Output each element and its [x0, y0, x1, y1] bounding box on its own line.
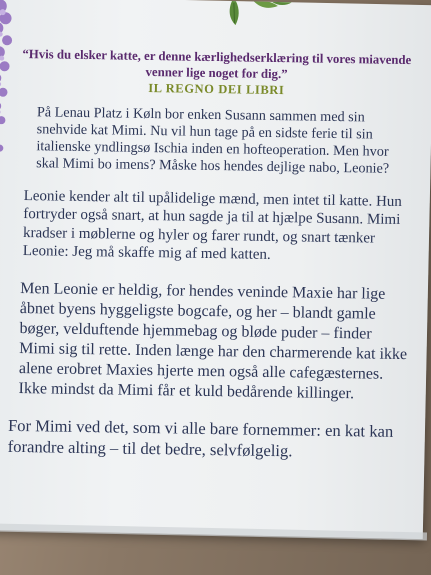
quote-source: IL REGNO DEI LIBRI — [148, 80, 285, 98]
leaf-icon — [193, 0, 314, 33]
review-quote: “Hvis du elsker katte, er denne kærlighedserklæring til vores miavende venner lige noget for dig.” — [22, 47, 412, 82]
blurb-paragraph-3: Men Leonie er heldig, for hendes veninde Maxie har lige åbnet byens hyggeligste bogcafe, og her – blandt gamle bøger, velduftende hjemmebag og bløde puder – finder Mimi sig til rette. Inden længe har den charmerende kat ikke alene erobret Maxies hjerte men også alle cafegæsternes. Ikke mindst da Mimi får et kuld bedårende killinger. — [18, 279, 408, 402]
blurb-paragraph-1: På Lenau Platz i Køln bor enken Susann sammen med sin snehvide kat Mimi. Nu vil hun tage på en sidste ferie til sin italienske yndlingsø Ischia inden en hofteoperation. Men hvor skal Mimi bo imens? Måske hos hendes dejlige nabo, Leonie? — [36, 104, 390, 177]
wisteria-flower-icon — [0, 0, 20, 206]
blurb-paragraph-4: For Mimi ved det, som vi alle bare fornemmer: en kat kan forandre alting – til det bedre, selvfølgelig. — [7, 415, 394, 460]
blurb-paragraph-2: Leonie kender alt til upålidelige mænd, men intet til katte. Hun fortryder også snart, at hun sagde ja til at hjælpe Susann. Mimi kradser i møblerne og hyler og farer rundt, og snart tænker Leonie: Jeg må skaffe mig af med katten. — [22, 188, 402, 264]
back-cover-text — [7, 46, 412, 463]
